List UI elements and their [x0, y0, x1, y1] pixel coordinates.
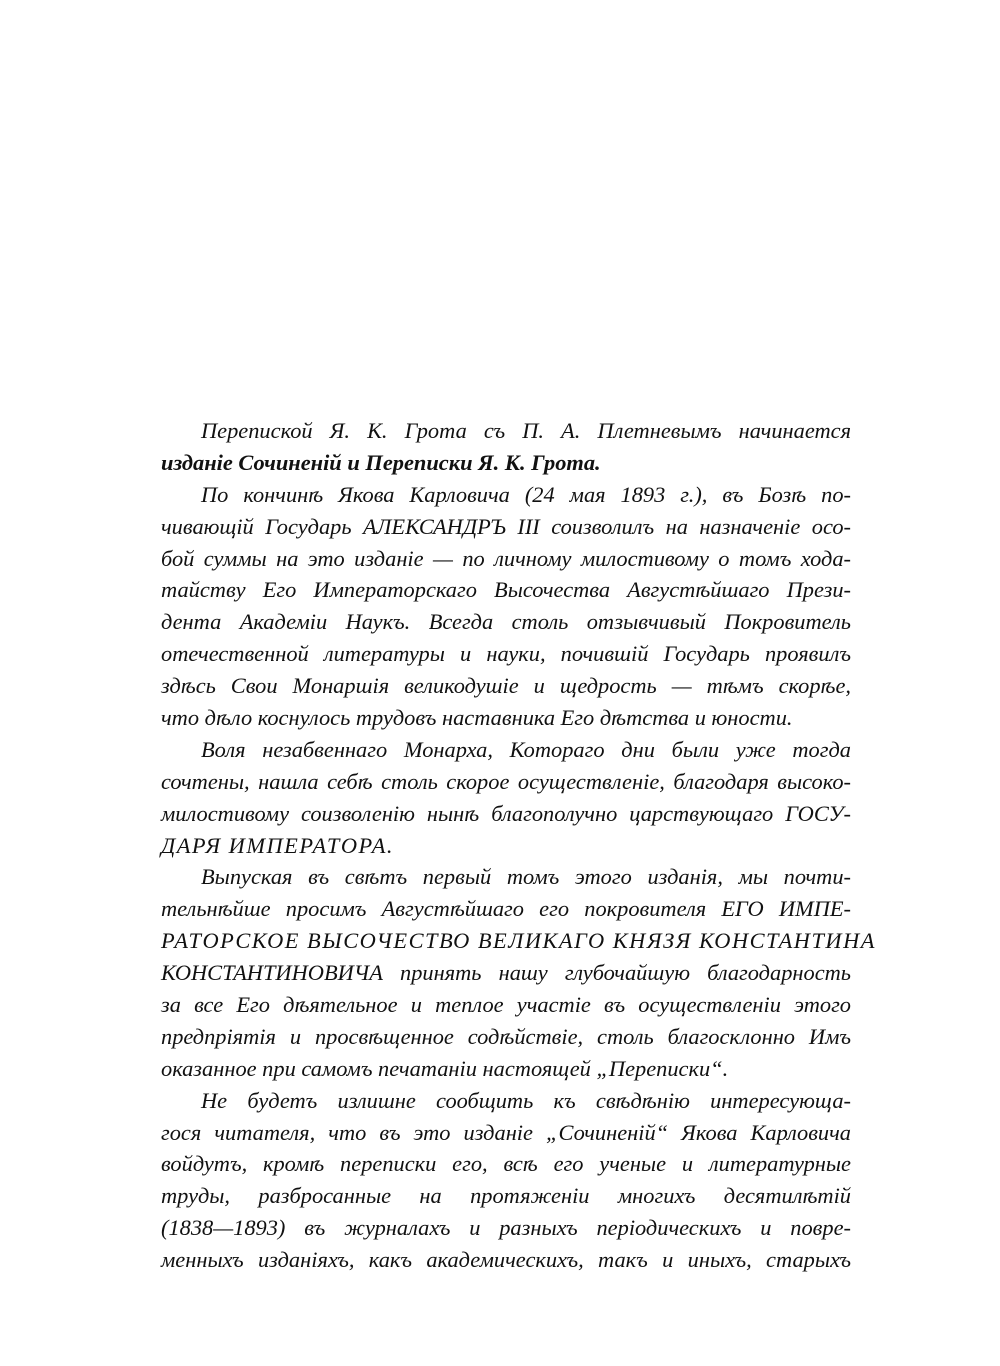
text-line: РАТОРСКОЕ ВЫСОЧЕСТВО ВЕЛИКАГО КНЯЗЯ КОНСТАНТИНА [161, 928, 876, 954]
text-line: предпріятія и просвѣщенное содѣйствіе, столь благосклонно Имъ [161, 1023, 851, 1049]
text-line: Воля незабвеннаго Монарха, Котораго дни были уже тогда [201, 736, 851, 762]
text-line: менныхъ изданіяхъ, какъ академическихъ, такъ и иныхъ, старыхъ [161, 1247, 851, 1273]
text-line: здѣсь Свои Монаршія великодушіе и щедрость — тѣмъ скорѣе, [161, 673, 851, 699]
text-line: что дѣло коснулось трудовъ наставника Его дѣтства и юности. [161, 705, 793, 731]
text-line: КОНСТАНТИНОВИЧА принять нашу глубочайшую благодарность [161, 960, 851, 986]
text-line: труды, разбросанные на протяженіи многихъ десятилѣтій [161, 1183, 851, 1209]
text-line: Перепиской Я. К. Грота съ П. А. Плетневымъ начинается [201, 418, 851, 443]
text-line: тайству Его Императорскаго Высочества Августѣйшаго Прези- [161, 577, 851, 603]
paragraph [161, 734, 851, 862]
text-line: сочтены, нашла себѣ столь скорое осуществленіе, благодаря высоко- [161, 768, 851, 794]
text-line: тельнѣйше просимъ Августѣйшаго его покровителя ЕГО ИМПЕ- [161, 896, 851, 922]
text-line: дента Академіи Наукъ. Всегда столь отзывчивый Покровитель [161, 609, 851, 635]
paragraph [161, 479, 851, 734]
paragraph [161, 1085, 851, 1276]
text-line: изданіе Сочиненій и Переписки Я. К. Грота. [161, 449, 601, 475]
text-line: милостивому соизволенію нынѣ благополучно царствующаго ГОСУ- [161, 800, 851, 826]
text-line: Не будетъ излишне сообщить къ свѣдѣнію интересующа- [201, 1087, 851, 1113]
paragraph [161, 415, 851, 479]
text-line: (1838—1893) въ журналахъ и разныхъ періодическихъ и повре- [161, 1215, 851, 1241]
text-line: оказанное при самомъ печатаніи настоящей „Переписки“. [161, 1055, 729, 1081]
text-line: отечественной литературы и науки, почившій Государь проявилъ [161, 641, 851, 667]
text-line: Выпуская въ свѣтъ первый томъ этого изданія, мы почти- [201, 864, 851, 890]
text-line: ДАРЯ ИМПЕРАТОРА. [161, 832, 394, 858]
text-line: войдутъ, кромѣ переписки его, всѣ его ученые и литературные [161, 1151, 851, 1177]
text-line: бой суммы на это изданіе — по личному милостивому о томъ хода- [161, 545, 851, 571]
text-line: за все Его дѣятельное и теплое участіе въ осуществленіи этого [161, 992, 851, 1018]
text-line: гося читателя, что въ это изданіе „Сочиненій“ Якова Карловича [161, 1119, 851, 1145]
text-line: чивающій Государь АЛЕКСАНДРЪ III соизволилъ на назначеніе осо- [161, 513, 851, 539]
text-line: По кончинѣ Якова Карловича (24 мая 1893 г.), въ Бозѣ по- [201, 481, 851, 507]
body-text [161, 415, 876, 1276]
paragraph [161, 861, 876, 1084]
